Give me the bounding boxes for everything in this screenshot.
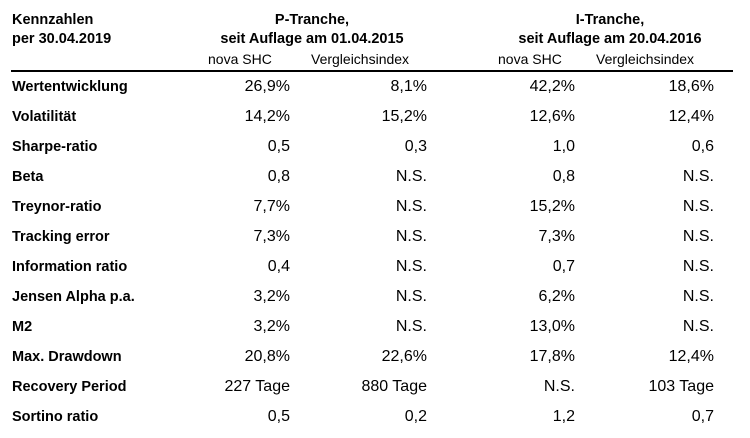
table-row [0,162,750,192]
p-nova-value: 20,8% [244,348,290,365]
i-index-value: N.S. [682,258,714,275]
table-row [0,282,750,312]
title-line1: Kennzahlen [12,12,94,28]
row-label: Max. Drawdown [12,349,122,365]
i-tranche-line2: seit Auflage am 20.04.2016 [518,31,702,47]
i-nova-value: 12,6% [529,108,575,125]
table-row [0,72,750,102]
i-nova-value: 42,2% [529,78,575,95]
row-label: Sharpe-ratio [12,139,98,155]
i-index-value: 0,6 [691,138,714,155]
table-row [0,132,750,162]
p-nova-value: 7,7% [253,198,290,215]
p-nova-value: 0,5 [267,408,290,425]
i-index-value: N.S. [682,168,714,185]
table-row [0,312,750,342]
i-index-value: 12,4% [668,108,714,125]
row-label: Jensen Alpha p.a. [12,289,135,305]
p-index-value: 0,2 [404,408,427,425]
p-nova-value: 7,3% [253,228,290,245]
p-index-value: 8,1% [390,78,427,95]
i-index-value: 18,6% [668,78,714,95]
p-index-value: 880 Tage [361,378,427,395]
i-nova-value: 7,3% [538,228,575,245]
p-index-value: N.S. [395,168,427,185]
row-label: Wertentwicklung [12,79,128,95]
p-index-value: 15,2% [381,108,427,125]
p-index-value: N.S. [395,198,427,215]
i-index-value: 0,7 [691,408,714,425]
p-col-nova-header: nova SHC [208,51,272,67]
i-tranche-header [490,11,730,49]
p-nova-value: 0,8 [267,168,290,185]
i-nova-value: 1,0 [552,138,575,155]
p-index-value: N.S. [395,288,427,305]
p-nova-value: 14,2% [244,108,290,125]
i-col-index-header: Vergleichsindex [596,51,695,67]
table-row [0,342,750,372]
row-label: M2 [12,319,33,335]
title-line2: per 30.04.2019 [12,31,112,47]
i-index-value: N.S. [682,318,714,335]
p-index-value: N.S. [395,258,427,275]
p-index-value: N.S. [395,228,427,245]
p-tranche-line2: seit Auflage am 01.04.2015 [220,31,404,47]
i-nova-value: N.S. [543,378,575,395]
table-row [0,222,750,252]
i-tranche-line1: I-Tranche, [575,12,645,28]
i-nova-value: 17,8% [529,348,575,365]
i-col-nova-header: nova SHC [498,51,562,67]
i-index-value: 12,4% [668,348,714,365]
table-row [0,402,750,432]
p-col-index-header: Vergleichsindex [311,51,410,67]
p-nova-value: 3,2% [253,288,290,305]
p-index-value: N.S. [395,318,427,335]
table-row [0,372,750,402]
p-nova-value: 3,2% [253,318,290,335]
table-row [0,102,750,132]
row-label: Beta [12,169,44,185]
row-label: Tracking error [12,229,110,245]
i-nova-value: 1,2 [552,408,575,425]
p-nova-value: 227 Tage [224,378,290,395]
row-label: Sortino ratio [12,409,99,425]
p-nova-value: 0,4 [267,258,290,275]
p-index-value: 22,6% [381,348,427,365]
p-tranche-line1: P-Tranche, [274,12,350,28]
i-nova-value: 0,7 [552,258,575,275]
p-tranche-header [192,11,432,49]
table-row [0,192,750,222]
i-nova-value: 15,2% [529,198,575,215]
row-label: Volatilität [12,109,77,125]
table-title [12,11,111,49]
p-nova-value: 26,9% [244,78,290,95]
table-row [0,252,750,282]
i-nova-value: 13,0% [529,318,575,335]
i-index-value: N.S. [682,228,714,245]
row-label: Treynor-ratio [12,199,102,215]
i-index-value: N.S. [682,288,714,305]
i-index-value: N.S. [682,198,714,215]
p-nova-value: 0,5 [267,138,290,155]
i-index-value: 103 Tage [648,378,714,395]
row-label: Recovery Period [12,379,127,395]
row-label: Information ratio [12,259,128,275]
i-nova-value: 6,2% [538,288,575,305]
i-nova-value: 0,8 [552,168,575,185]
p-index-value: 0,3 [404,138,427,155]
